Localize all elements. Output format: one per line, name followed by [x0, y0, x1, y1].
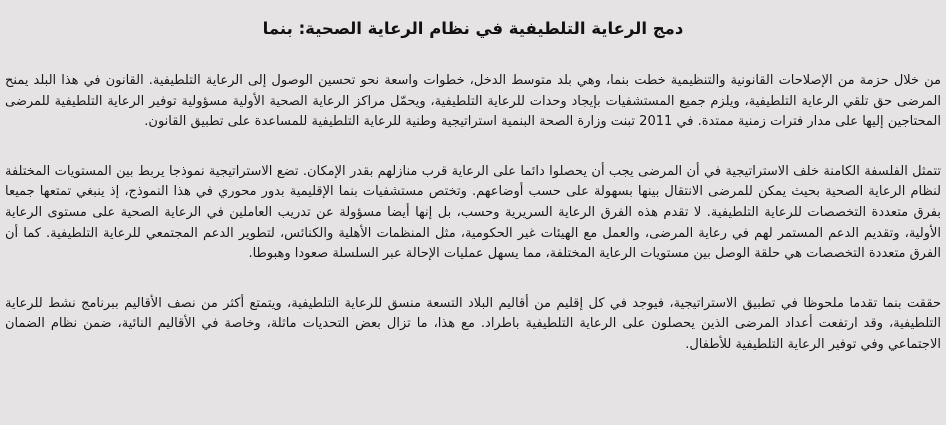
paragraph-strategy-philosophy: تتمثل الفلسفة الكامنة خلف الاستراتيجية في أن المرضى يجب أن يحصلوا دائما على الرعاية قرب منازلهم بقدر الإمكان. تضع الاستراتيجية نموذجا يربط بين المستويات المختلفة لنظام الرعاية الصحية بحيث يمكن للمرضى الانتقال بينها بسهولة على حسب أوضاعهم. وتختص مستشفيات بنما الإقليمية بدور محوري في هذا النموذج، إذ ينبغي تمتعها جميعا بفرق متعددة التخصصات للرعاية التلطيفية. لا تقدم هذه الفرق الرعاية السريرية وحسب، بل إنها أيضا مسؤولة عن تدريب العاملين في الرعاية الصحية على مستوى الرعاية الأولية، وتقديم الدعم المستمر لهم في رعاية المرضى، والعمل مع الهيئات غير الحكومية، مثل المنظمات الأهلية والكنائس، لتطوير الدعم المجتمعي للرعاية التلطيفية. كما أن الفرق متعددة التخصصات هي حلقة الوصل بين مستويات الرعاية المختلفة، مما يسهل عمليات الإحالة عبر السلسلة صعودا وهبوطا. — [5, 163, 941, 262]
page-title: دمج الرعاية التلطيفية في نظام الرعاية الصحية: بنما — [262, 19, 684, 38]
paragraph-legal-reforms: من خلال حزمة من الإصلاحات القانونية والتنظيمية خطت بنما، وهي بلد متوسط الدخل، خطوات واسعة نحو تحسين الوصول إلى الرعاية التلطيفية. القانون في هذا البلد يمنح المرضى حق تلقي الرعاية التلطيفية، ويلزم جميع المستشفيات بإيجاد وحدات للرعاية التلطيفية، ويحمّل مراكز الرعاية الصحية الأولية مسؤولية توفير الرعاية التلطيفية للمرضى المحتاجين إليها على مدار فترات زمنية ممتدة. في 2011 تبنت وزارة الصحة البنمية استراتيجية وطنية للرعاية التلطيفية للمساعدة على تطبيق القانون. — [5, 73, 941, 130]
paragraph-progress-challenges: حققت بنما تقدما ملحوظا في تطبيق الاستراتيجية، فيوجد في كل إقليم من أقاليم البلاد التسعة منسق للرعاية التلطيفية، ويتمتع أكثر من نصف الأقاليم ببرنامج نشط للرعاية التلطيفية، وقد ارتفعت أعداد المرضى الذين يحصلون على الرعاية التلطيفية باطراد. مع هذا، ما تزال بعض التحديات ماثلة، وخاصة في الأقاليم النائية، ضمن نظام الضمان الاجتماعي وفي توفير الرعاية التلطيفية للأطفال. — [5, 295, 941, 352]
document-body — [5, 71, 941, 356]
